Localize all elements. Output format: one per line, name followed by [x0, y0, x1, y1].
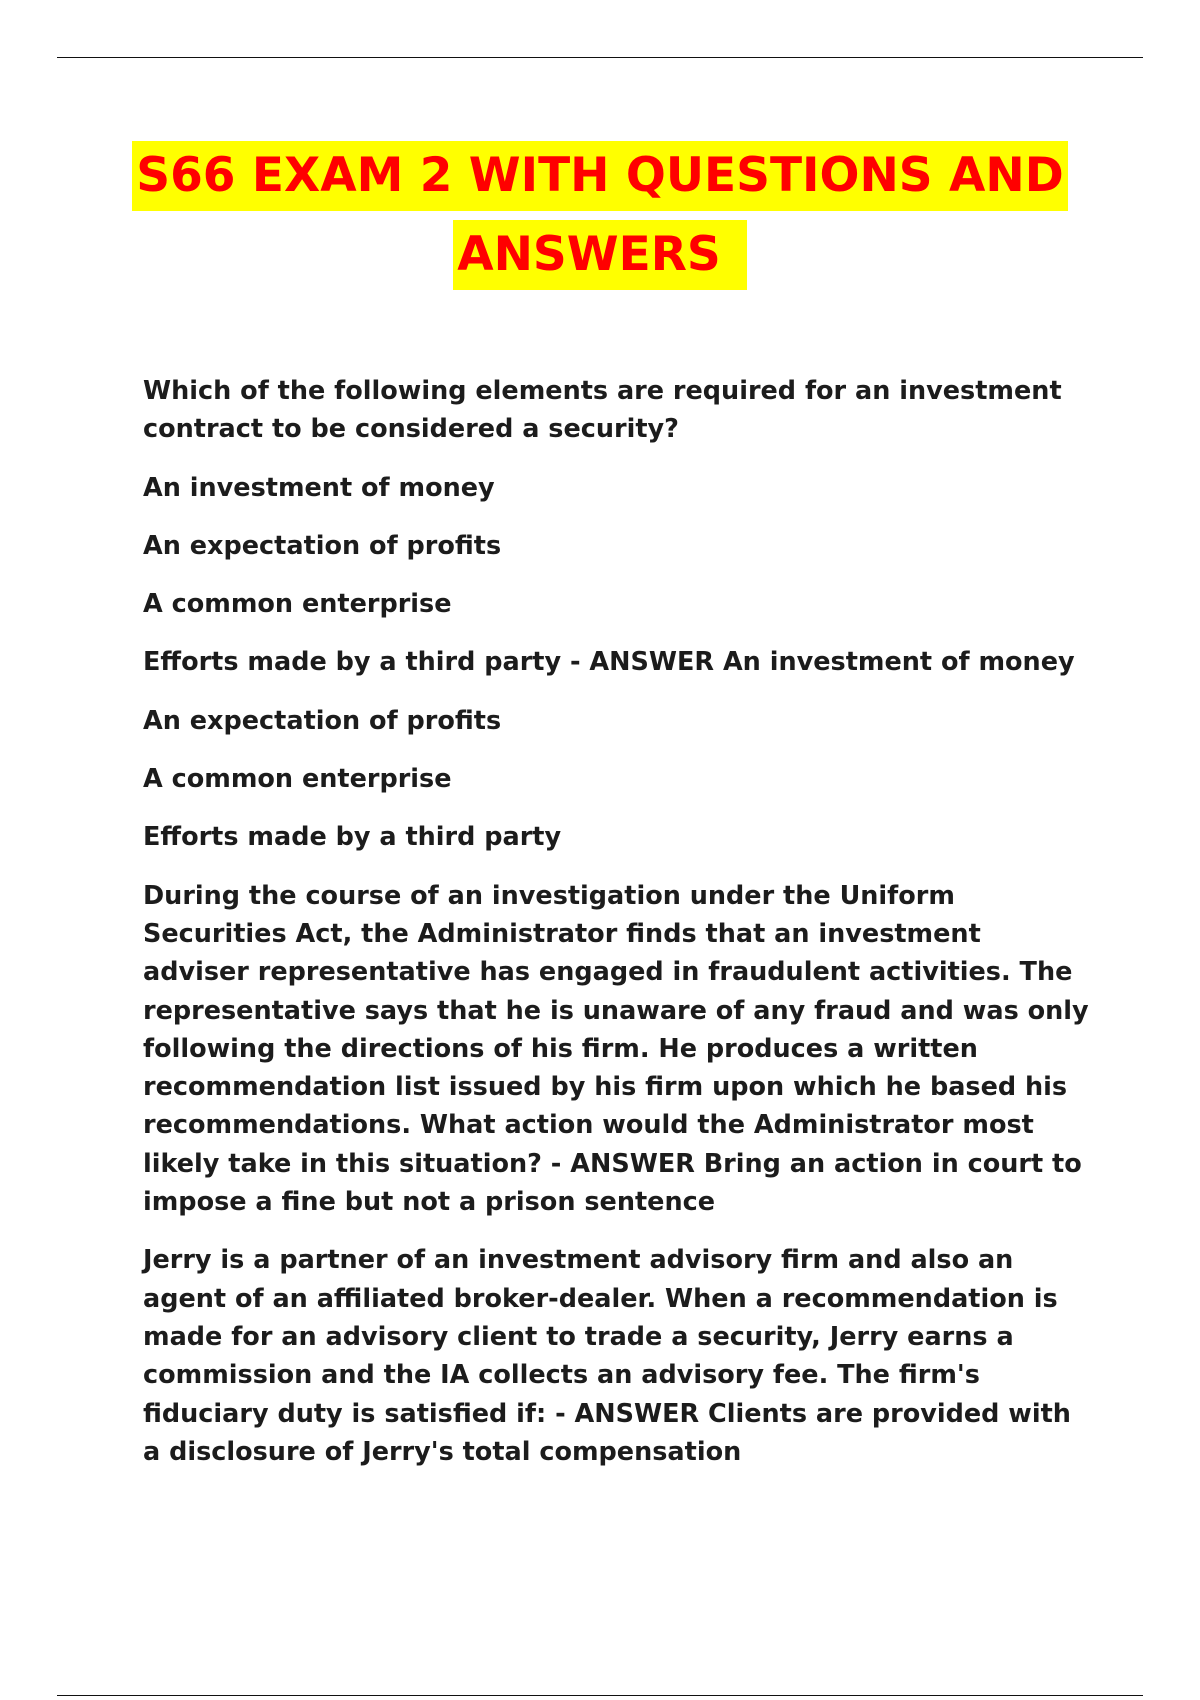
- option-line: An investment of money: [143, 472, 495, 503]
- document-body: [143, 372, 1093, 1491]
- question-2: During the course of an investigation under the Uniform Securities Act, the Administrator finds that an investment adviser representative has engaged in fraudulent activities. The representative says that he is unaware of any fraud and was only following the directions of his firm. He produces a written recommendation list issued by his firm upon which he based his recommendations. What action would the Administrator most likely take in this situation? - ANSWER Bring an action in court to impose a fine but not a prison sentence: [143, 880, 1089, 1218]
- question-3: Jerry is a partner of an investment advisory firm and also an agent of an affiliated broker-dealer. When a recommendation is made for an advisory client to trade a security, Jerry earns a commission and the IA collects an advisory fee. The firm's fiduciary duty is satisfied if: - ANSWER Clients are provided with a disclosure of Jerry's total compensation: [143, 1245, 1071, 1467]
- document-title: [0, 141, 1200, 299]
- header-rule: [57, 57, 1143, 58]
- footer-rule: [57, 1695, 1143, 1696]
- option-line: An expectation of profits: [143, 530, 502, 561]
- answer-line: Efforts made by a third party: [143, 822, 562, 853]
- answer-line: Efforts made by a third party - ANSWER An investment of money: [143, 647, 1075, 678]
- title-line-1: S66 EXAM 2 WITH QUESTIONS AND: [132, 141, 1067, 211]
- answer-line: A common enterprise: [143, 764, 452, 795]
- question-1: Which of the following elements are required for an investment contract to be considered a security?: [143, 376, 1062, 445]
- title-line-2: ANSWERS: [453, 220, 747, 290]
- answer-line: An expectation of profits: [143, 705, 502, 736]
- option-line: A common enterprise: [143, 589, 452, 620]
